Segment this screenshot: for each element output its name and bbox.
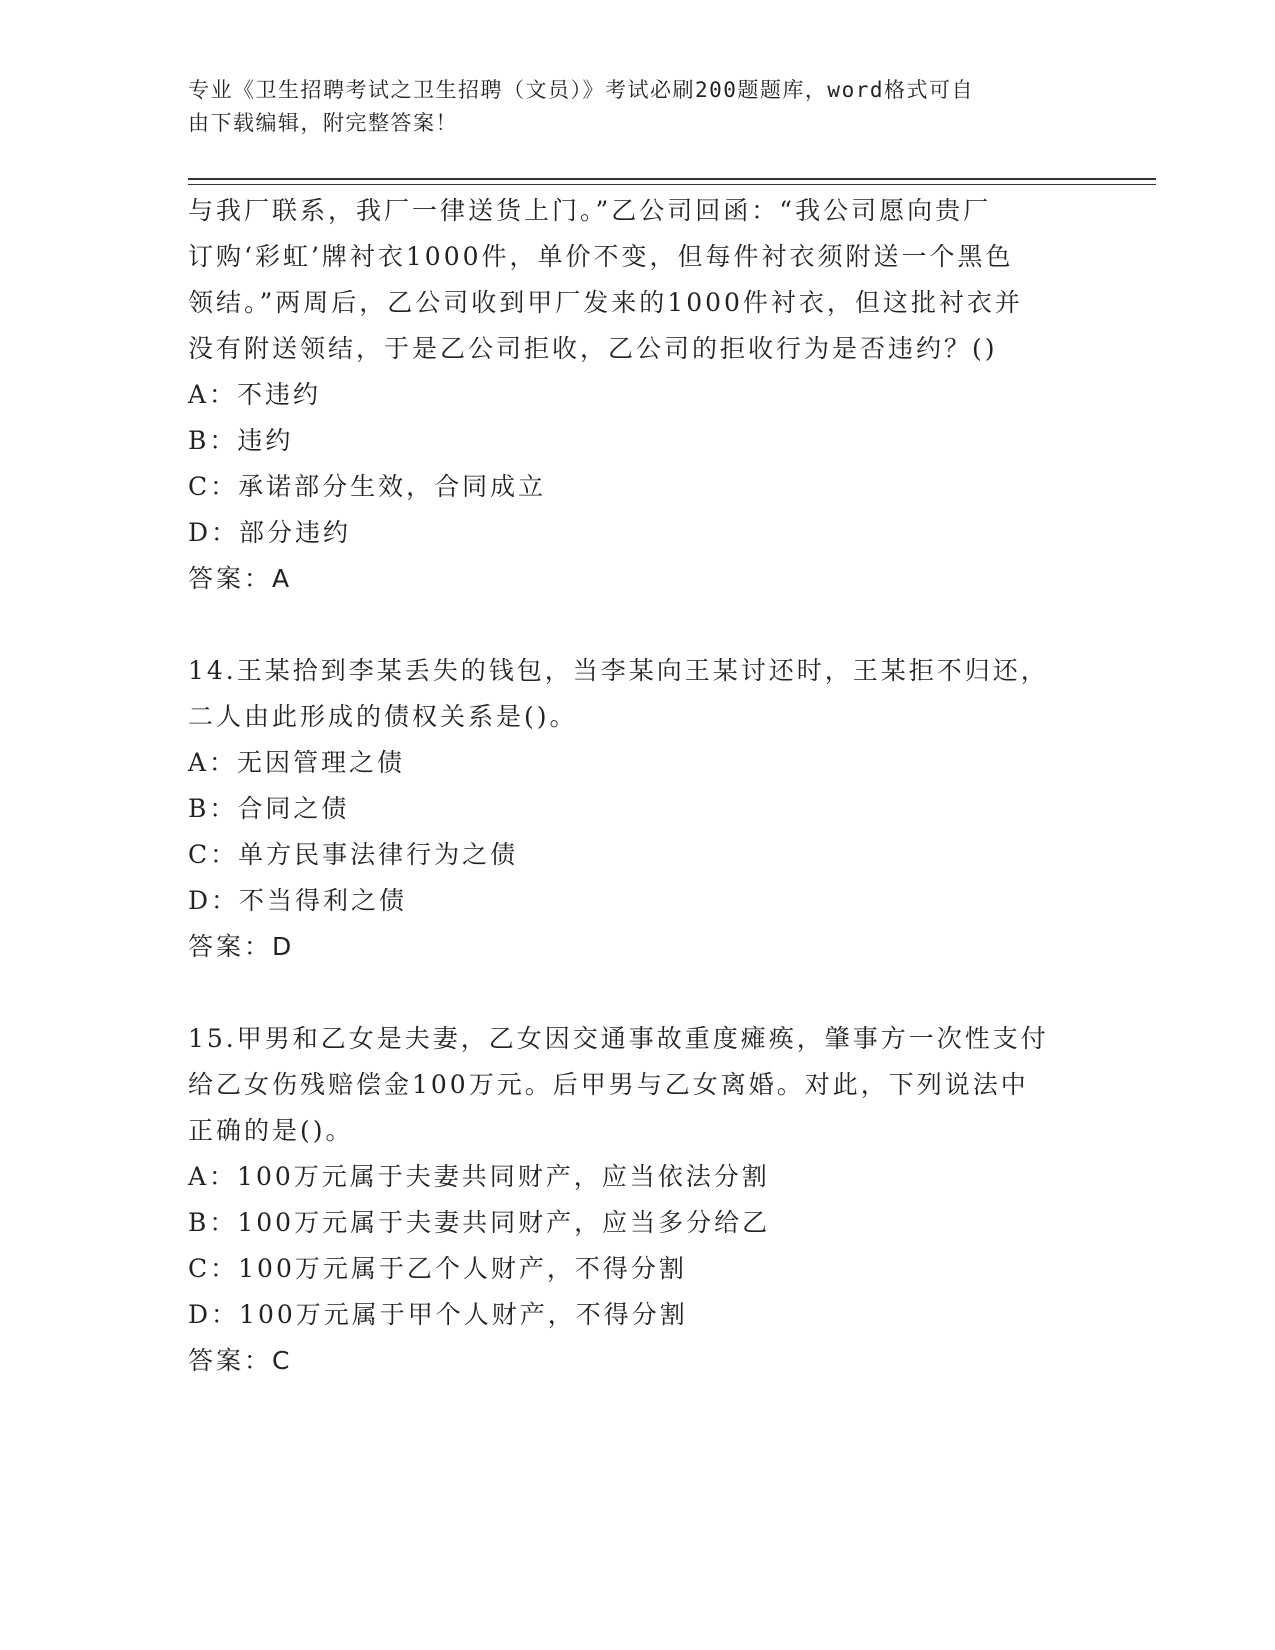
answer-line: 答案：C: [188, 1346, 293, 1375]
option-d: D：100万元属于甲个人财产，不得分割: [188, 1300, 688, 1329]
question-text-line: 订购‘彩虹’牌衬衣1000件，单价不变，但每件衬衣须附送一个黑色: [188, 242, 1014, 271]
question-text-line: 给乙女伤残赔偿金100万元。后甲男与乙女离婚。对此，下列说法中: [188, 1070, 1029, 1099]
question-text-line: 领结。”两周后，乙公司收到甲厂发来的1000件衬衣，但这批衬衣并: [188, 288, 1023, 317]
header-divider-thin: [188, 184, 1156, 185]
header-line-1: 专业《卫生招聘考试之卫生招聘（文员）》考试必刷200题题库，word格式可自: [188, 78, 974, 102]
option-b: B：100万元属于夫妻共同财产，应当多分给乙: [188, 1208, 771, 1237]
header-divider-thick: [188, 178, 1156, 180]
question-15: [188, 1016, 1088, 1384]
option-a: A：100万元属于夫妻共同财产，应当依法分割: [188, 1162, 770, 1191]
question-text-line: 与我厂联系，我厂一律送货上门。”乙公司回函：“我公司愿向贵厂: [188, 196, 992, 225]
option-d: D：不当得利之债: [188, 886, 408, 915]
option-c: C：承诺部分生效，合同成立: [188, 472, 547, 501]
option-d: D：部分违约: [188, 518, 352, 547]
answer-line: 答案：A: [188, 564, 293, 593]
option-a: A：不违约: [188, 380, 322, 409]
option-b: B：合同之债: [188, 794, 350, 823]
question-text-line: 二人由此形成的债权关系是()。: [188, 702, 578, 731]
option-a: A：无因管理之债: [188, 748, 406, 777]
question-text-line: 15.甲男和乙女是夫妻，乙女因交通事故重度瘫痪，肇事方一次性支付: [188, 1024, 1049, 1053]
question-14: [188, 648, 1088, 970]
question-text-line: 正确的是()。: [188, 1116, 354, 1145]
option-c: C：100万元属于乙个人财产，不得分割: [188, 1254, 687, 1283]
question-text-line: 没有附送领结，于是乙公司拒收，乙公司的拒收行为是否违约？(): [188, 334, 998, 363]
question-text-line: 14.王某拾到李某丢失的钱包，当李某向王某讨还时，王某拒不归还，: [188, 656, 1049, 685]
option-c: C：单方民事法律行为之债: [188, 840, 519, 869]
question-content: [188, 188, 1088, 1384]
question-13: [188, 188, 1088, 602]
option-b: B：违约: [188, 426, 294, 455]
answer-line: 答案：D: [188, 932, 295, 961]
document-header: [188, 74, 1068, 140]
header-line-2: 由下载编辑，附完整答案！: [188, 111, 458, 135]
